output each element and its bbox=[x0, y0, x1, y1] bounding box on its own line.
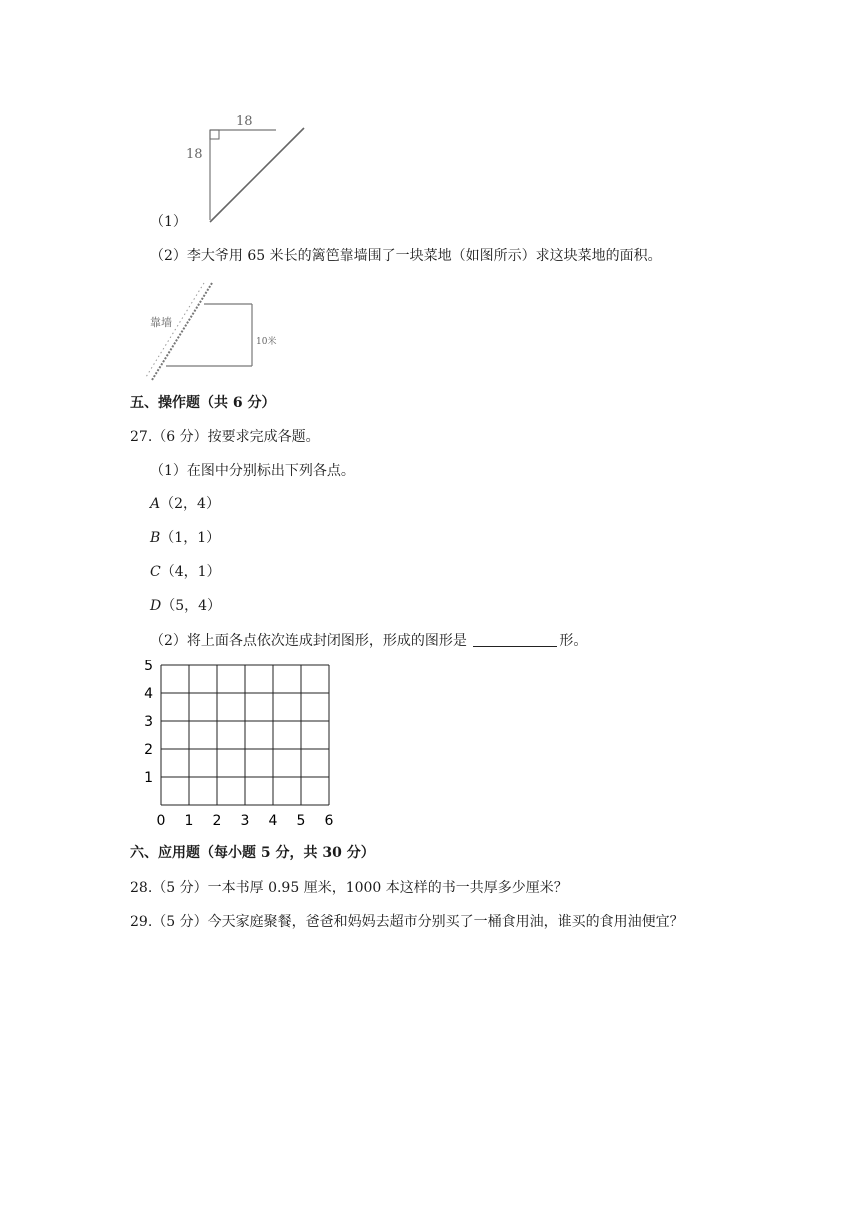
grid-y-label: 5 bbox=[144, 660, 153, 674]
figure-1-side-label: 18 bbox=[186, 147, 203, 162]
point-b-coords: （1，1） bbox=[160, 530, 221, 546]
grid-x-label: 5 bbox=[296, 813, 306, 829]
q27-part2-text: （2）将上面各点依次连成封闭图形，形成的图形是 bbox=[150, 633, 467, 649]
q27-part2-suffix: 形。 bbox=[559, 633, 588, 649]
section-6-heading: 六、应用题（每小题 5 分，共 30 分） bbox=[130, 845, 375, 861]
figure-2-side-label: 10米 bbox=[256, 337, 277, 347]
grid-x-label: 4 bbox=[268, 813, 278, 829]
grid-x-label: 2 bbox=[212, 813, 222, 829]
grid-y-label: 2 bbox=[144, 742, 153, 758]
figure-2-wall-label: 靠墙 bbox=[150, 316, 172, 329]
grid-x-label: 1 bbox=[184, 813, 194, 829]
point-d-coords: （5，4） bbox=[161, 598, 222, 614]
figure-1-right-angle bbox=[180, 108, 320, 228]
grid-x-label: 6 bbox=[324, 813, 334, 829]
q27-part1: （1）在图中分别标出下列各点。 bbox=[150, 463, 355, 479]
grid-x-label: 3 bbox=[240, 813, 250, 829]
grid-y-label: 4 bbox=[144, 686, 153, 702]
grid-x-labels bbox=[157, 813, 334, 829]
point-d-letter: D bbox=[150, 598, 162, 614]
figure-1-caption: （1） bbox=[150, 214, 187, 230]
grid-y-label: 1 bbox=[144, 770, 153, 786]
q27-part2 bbox=[150, 632, 587, 650]
figure-2-garden bbox=[140, 280, 300, 385]
point-c-letter: C bbox=[150, 564, 161, 580]
grid-y-labels bbox=[144, 660, 153, 786]
point-c-coords: （4，1） bbox=[160, 564, 221, 580]
grid-x-label: 0 bbox=[156, 813, 166, 829]
point-a-coords: （2，4） bbox=[160, 496, 220, 512]
point-d bbox=[150, 597, 221, 615]
grid-lines bbox=[161, 665, 329, 805]
figure-1-top-label: 18 bbox=[236, 114, 253, 129]
coordinate-grid bbox=[140, 660, 340, 830]
point-a bbox=[150, 495, 220, 513]
grid-y-label: 3 bbox=[144, 714, 153, 730]
q26-part2-text: （2）李大爷用 65 米长的篱笆靠墙围了一块菜地（如图所示）求这块菜地的面积。 bbox=[150, 248, 662, 264]
point-b bbox=[150, 529, 220, 547]
point-a-letter: A bbox=[150, 496, 161, 512]
section-5-heading: 五、操作题（共 6 分） bbox=[130, 395, 276, 411]
answer-blank[interactable] bbox=[473, 632, 557, 647]
point-c bbox=[150, 563, 221, 581]
q28-text: 28.（5 分）一本书厚 0.95 厘米，1000 本这样的书一共厚多少厘米？ bbox=[130, 880, 568, 896]
point-b-letter: B bbox=[150, 530, 161, 546]
q27-stem: 27.（6 分）按要求完成各题。 bbox=[130, 429, 320, 445]
q29-text: 29.（5 分）今天家庭聚餐，爸爸和妈妈去超市分别买了一桶食用油，谁买的食用油便宜？ bbox=[130, 914, 684, 930]
